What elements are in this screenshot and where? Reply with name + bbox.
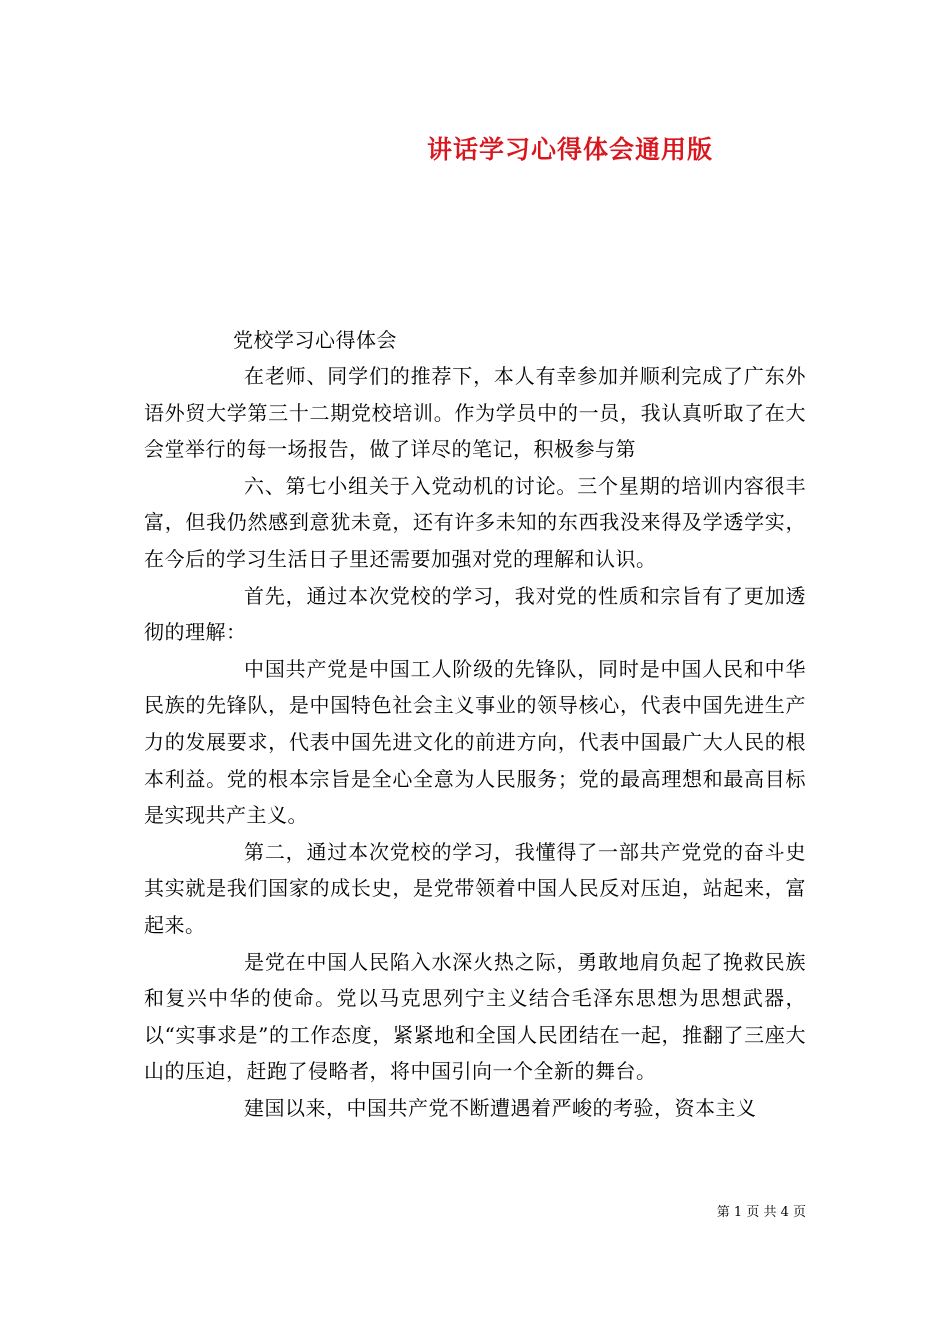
paragraph: 建国以来，中国共产党不断遭遇着严峻的考验，资本主义 — [244, 1095, 757, 1120]
paragraph: 是党在中国人民陷入水深火热之际，勇敢地肩负起了挽救民族和复兴中华的使命。党以马克思列宁主义结合毛泽东思想为思想武器，以“实事求是”的工作态度，紧紧地和全国人民团结在一起，推翻了三座大山的压迫，赶跑了侵略者，将中国引向一个全新的舞台。 — [144, 949, 806, 1084]
document-subtitle: 党校学习心得体会 — [233, 328, 397, 352]
document-body — [144, 358, 806, 1126]
page-footer: 第 1 页 共 4 页 — [716, 1205, 806, 1220]
paragraph: 首先，通过本次党校的学习，我对党的性质和宗旨有了更加透彻的理解： — [144, 583, 806, 645]
paragraph: 在老师、同学们的推荐下，本人有幸参加并顺利完成了广东外语外贸大学第三十二期党校培训。作为学员中的一员，我认真听取了在大会堂举行的每一场报告，做了详尽的笔记，积极参与第 — [144, 364, 806, 462]
document-title: 讲话学习心得体会通用版 — [426, 135, 713, 164]
paragraph: 中国共产党是中国工人阶级的先锋队，同时是中国人民和中华民族的先锋队，是中国特色社会主义事业的领导核心，代表中国先进生产力的发展要求，代表中国先进文化的前进方向，代表中国最广大人民的根本利益。党的根本宗旨是全心全意为人民服务；党的最高理想和最高目标是实现共产主义。 — [144, 656, 806, 828]
paragraph: 六、第七小组关于入党动机的讨论。三个星期的培训内容很丰富，但我仍然感到意犹未竟，还有许多未知的东西我没来得及学透学实，在今后的学习生活日子里还需要加强对党的理解和认识。 — [144, 473, 806, 571]
paragraph: 第二，通过本次党校的学习，我懂得了一部共产党党的奋斗史其实就是我们国家的成长史，是党带领着中国人民反对压迫，站起来，富起来。 — [144, 839, 806, 937]
